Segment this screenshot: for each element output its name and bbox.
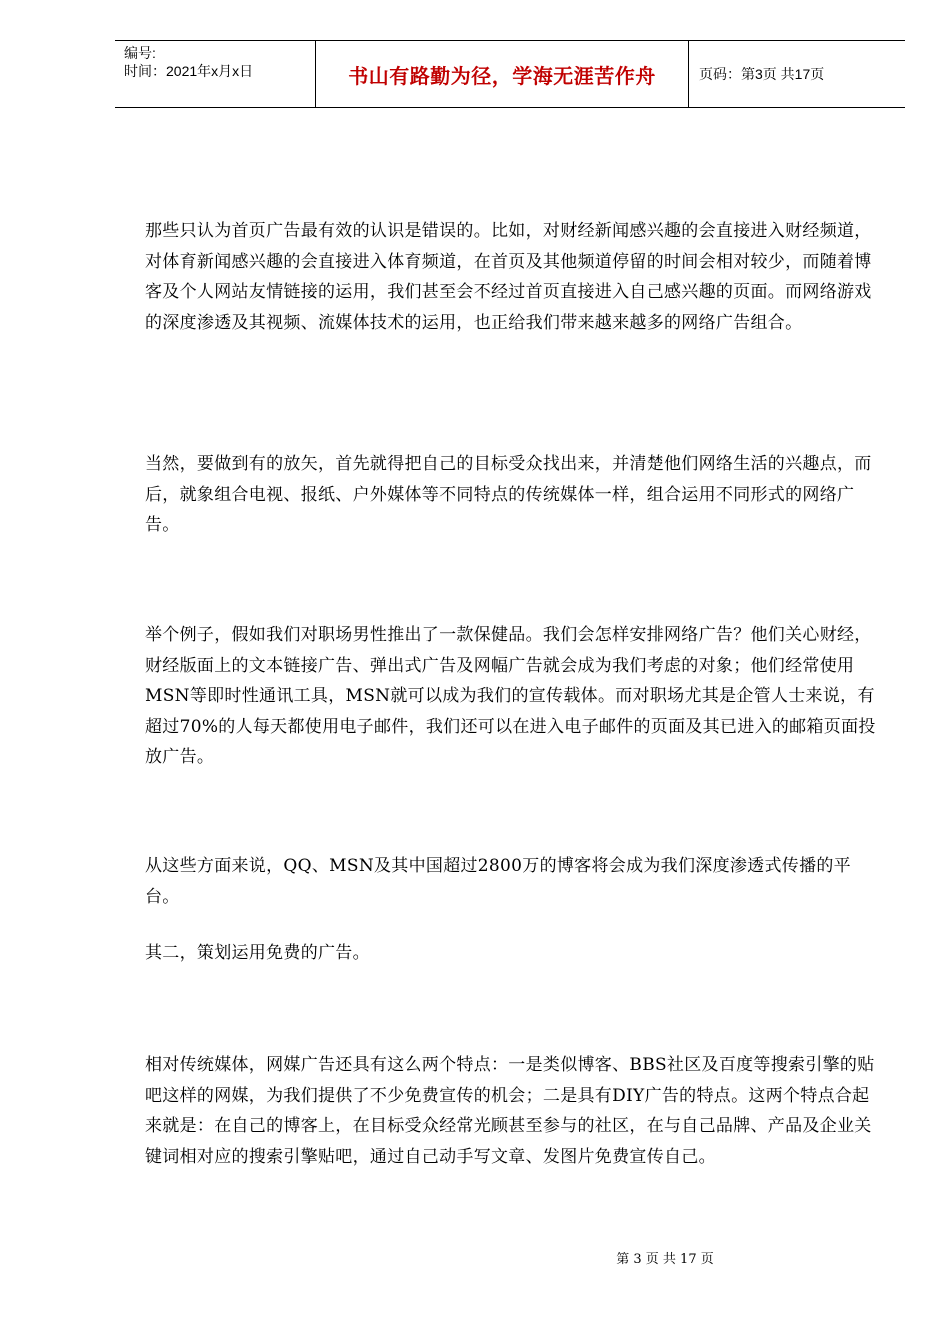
document-number-label: 编号: <box>124 45 156 61</box>
paragraph-5: 其二，策划运用免费的广告。 <box>145 943 370 963</box>
paragraph-3: 举个例子，假如我们对职场男性推出了一款保健品。我们会怎样安排网络广告？他们关心财经，财经版面上的文本链接广告、弹出式广告及网幅广告就会成为我们考虑的对象；他们经常使用MSN等即时性通讯工具，MSN就可以成为我们的宣传载体。而对职场尤其是企管人士来说，有超过70%的人每天都使用电子邮件，我们还可以在进入电子邮件的页面及其已进入的邮箱页面投放广告。 <box>145 625 876 767</box>
page-footer: 第 3 页 共 17 页 <box>616 1252 714 1267</box>
header-motto: 书山有路勤为径，学海无涯苦作舟 <box>316 41 689 107</box>
paragraph-1: 那些只认为首页广告最有效的认识是错误的。比如，对财经新闻感兴趣的会直接进入财经频道，对体育新闻感兴趣的会直接进入体育频道，在首页及其他频道停留的时间会相对较少，而随着博客及个人网站友情链接的运用，我们甚至会不经过首页直接进入自己感兴趣的页面。而网络游戏的深度渗透及其视频、流媒体技术的运用，也正给我们带来越来越多的网络广告组合。 <box>145 221 872 333</box>
paragraph-4: 从这些方面来说，QQ、MSN及其中国超过2800万的博客将会成为我们深度渗透式传播的平台。 <box>145 856 851 907</box>
paragraph-6: 相对传统媒体，网媒广告还具有这么两个特点：一是类似博客、BBS社区及百度等搜索引擎的贴吧这样的网媒，为我们提供了不少免费宣传的机会；二是具有DIY广告的特点。这两个特点合起来就是：在自己的博客上，在目标受众经常光顾甚至参与的社区，在与自己品牌、产品及企业关键词相对应的搜索引擎贴吧，通过自己动手写文章、发图片免费宣传自己。 <box>145 1055 875 1167</box>
header-meta <box>115 41 316 107</box>
document-time-label: 时间：2021年x月x日 <box>124 63 254 79</box>
paragraph-2: 当然，要做到有的放矢，首先就得把自己的目标受众找出来，并清楚他们网络生活的兴趣点，而后，就象组合电视、报纸、户外媒体等不同特点的传统媒体一样，组合运用不同形式的网络广告。 <box>145 454 872 535</box>
header-page-info: 页码：第3页 共17页 <box>699 66 825 82</box>
page-header <box>115 40 905 108</box>
